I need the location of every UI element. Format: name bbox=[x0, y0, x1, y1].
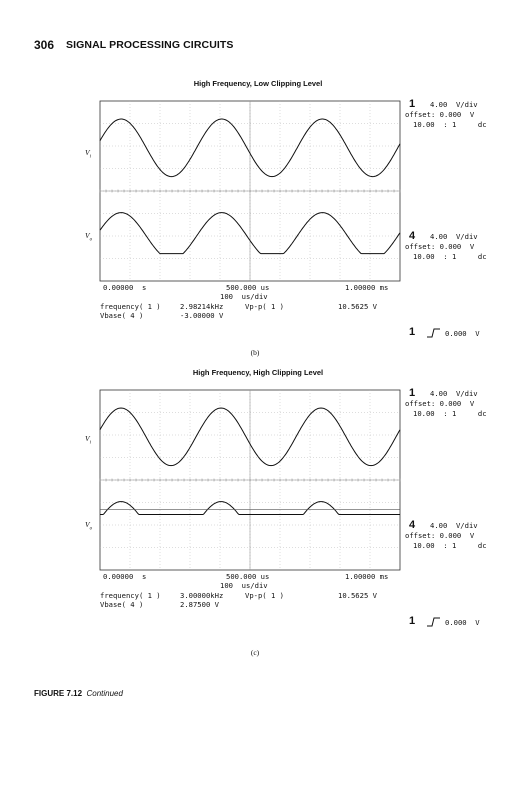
panel-b-meas1-value: 2.98214kHz bbox=[180, 302, 224, 311]
panel-c-meas2-label: Vbase( 4 ) bbox=[100, 600, 144, 609]
panel-b-ch4-number: 4 bbox=[409, 230, 416, 242]
rising-edge-trigger-icon bbox=[426, 616, 442, 628]
running-title: SIGNAL PROCESSING CIRCUITS bbox=[66, 39, 234, 51]
panel-c-ch1-number: 1 bbox=[409, 387, 416, 399]
panel-c-vpp-label: Vp-p( 1 ) bbox=[245, 591, 284, 600]
panel-b-vo-label: $V_o$ bbox=[85, 231, 93, 243]
panel-c-ch4-scale: 4.00 V/div bbox=[430, 521, 478, 530]
panel-c-time-mid: 500.000 us bbox=[226, 572, 270, 581]
panel-c-meas1-value: 3.00000kHz bbox=[180, 591, 224, 600]
figure-caption bbox=[34, 689, 123, 698]
panel-b-label: (b) bbox=[250, 348, 260, 357]
panel-c-vi-label: $V_i$ bbox=[85, 434, 91, 446]
panel-c-vo-label: $V_o$ bbox=[85, 520, 93, 532]
panel-c-vpp-value: 10.5625 V bbox=[338, 591, 377, 600]
panel-b-vi-label: $V_i$ bbox=[85, 148, 91, 160]
panel-c-ch4-number: 4 bbox=[409, 519, 416, 531]
panel-b-trigger-level: 0.000 V bbox=[445, 329, 480, 338]
panel-b-time-div: 100 us/div bbox=[220, 292, 268, 301]
rising-edge-trigger-icon bbox=[426, 327, 442, 339]
figure-caption-text: Continued bbox=[86, 689, 123, 698]
panel-b-trigger-channel: 1 bbox=[409, 326, 416, 338]
panel-b-ch1-scale: 4.00 V/div bbox=[430, 100, 478, 109]
panel-b-ch1-number: 1 bbox=[409, 98, 416, 110]
panel-c-time-left: 0.00000 s bbox=[103, 572, 147, 581]
panel-c-label: (c) bbox=[250, 648, 260, 657]
panel-c-ch1-scale: 4.00 V/div bbox=[430, 389, 478, 398]
panel-c-meas1-label: frequency( 1 ) bbox=[100, 591, 161, 600]
panel-b-ch4-offset: offset: 0.000 V bbox=[405, 242, 475, 251]
panel-c-ch1-offset: offset: 0.000 V bbox=[405, 399, 475, 408]
panel-c-ch4-coupling: 10.00 : 1 dc bbox=[413, 541, 487, 550]
panel-b-title: High Frequency, Low Clipping Level bbox=[193, 79, 323, 88]
panel-c-ch4-offset: offset: 0.000 V bbox=[405, 531, 475, 540]
panel-b-ch1-coupling: 10.00 : 1 dc bbox=[413, 120, 487, 129]
panel-b-ch4-scale: 4.00 V/div bbox=[430, 232, 478, 241]
panel-b-time-left: 0.00000 s bbox=[103, 283, 147, 292]
panel-b-meas2-value: -3.00000 V bbox=[180, 311, 224, 320]
panel-c-time-right: 1.00000 ms bbox=[345, 572, 389, 581]
panel-b-meas2-label: Vbase( 4 ) bbox=[100, 311, 144, 320]
graticule bbox=[100, 101, 400, 281]
scope-b-graticule bbox=[96, 99, 406, 284]
panel-b-vpp-value: 10.5625 V bbox=[338, 302, 377, 311]
panel-c-trigger-channel: 1 bbox=[409, 615, 416, 627]
panel-b-ch4-coupling: 10.00 : 1 dc bbox=[413, 252, 487, 261]
panel-c-time-div: 100 us/div bbox=[220, 581, 268, 590]
page-number: 306 bbox=[34, 38, 55, 52]
graticule bbox=[100, 390, 400, 570]
panel-b-time-mid: 500.000 us bbox=[226, 283, 270, 292]
panel-b-time-right: 1.00000 ms bbox=[345, 283, 389, 292]
panel-c-trigger-level: 0.000 V bbox=[445, 618, 480, 627]
panel-b-meas1-label: frequency( 1 ) bbox=[100, 302, 161, 311]
panel-b-ch1-offset: offset: 0.000 V bbox=[405, 110, 475, 119]
panel-b-vpp-label: Vp-p( 1 ) bbox=[245, 302, 284, 311]
figure-number: FIGURE 7.12 bbox=[34, 689, 83, 698]
scope-c-graticule bbox=[96, 388, 406, 573]
panel-c-meas2-value: 2.87500 V bbox=[180, 600, 219, 609]
panel-c-title: High Frequency, High Clipping Level bbox=[192, 368, 324, 377]
panel-c-ch1-coupling: 10.00 : 1 dc bbox=[413, 409, 487, 418]
